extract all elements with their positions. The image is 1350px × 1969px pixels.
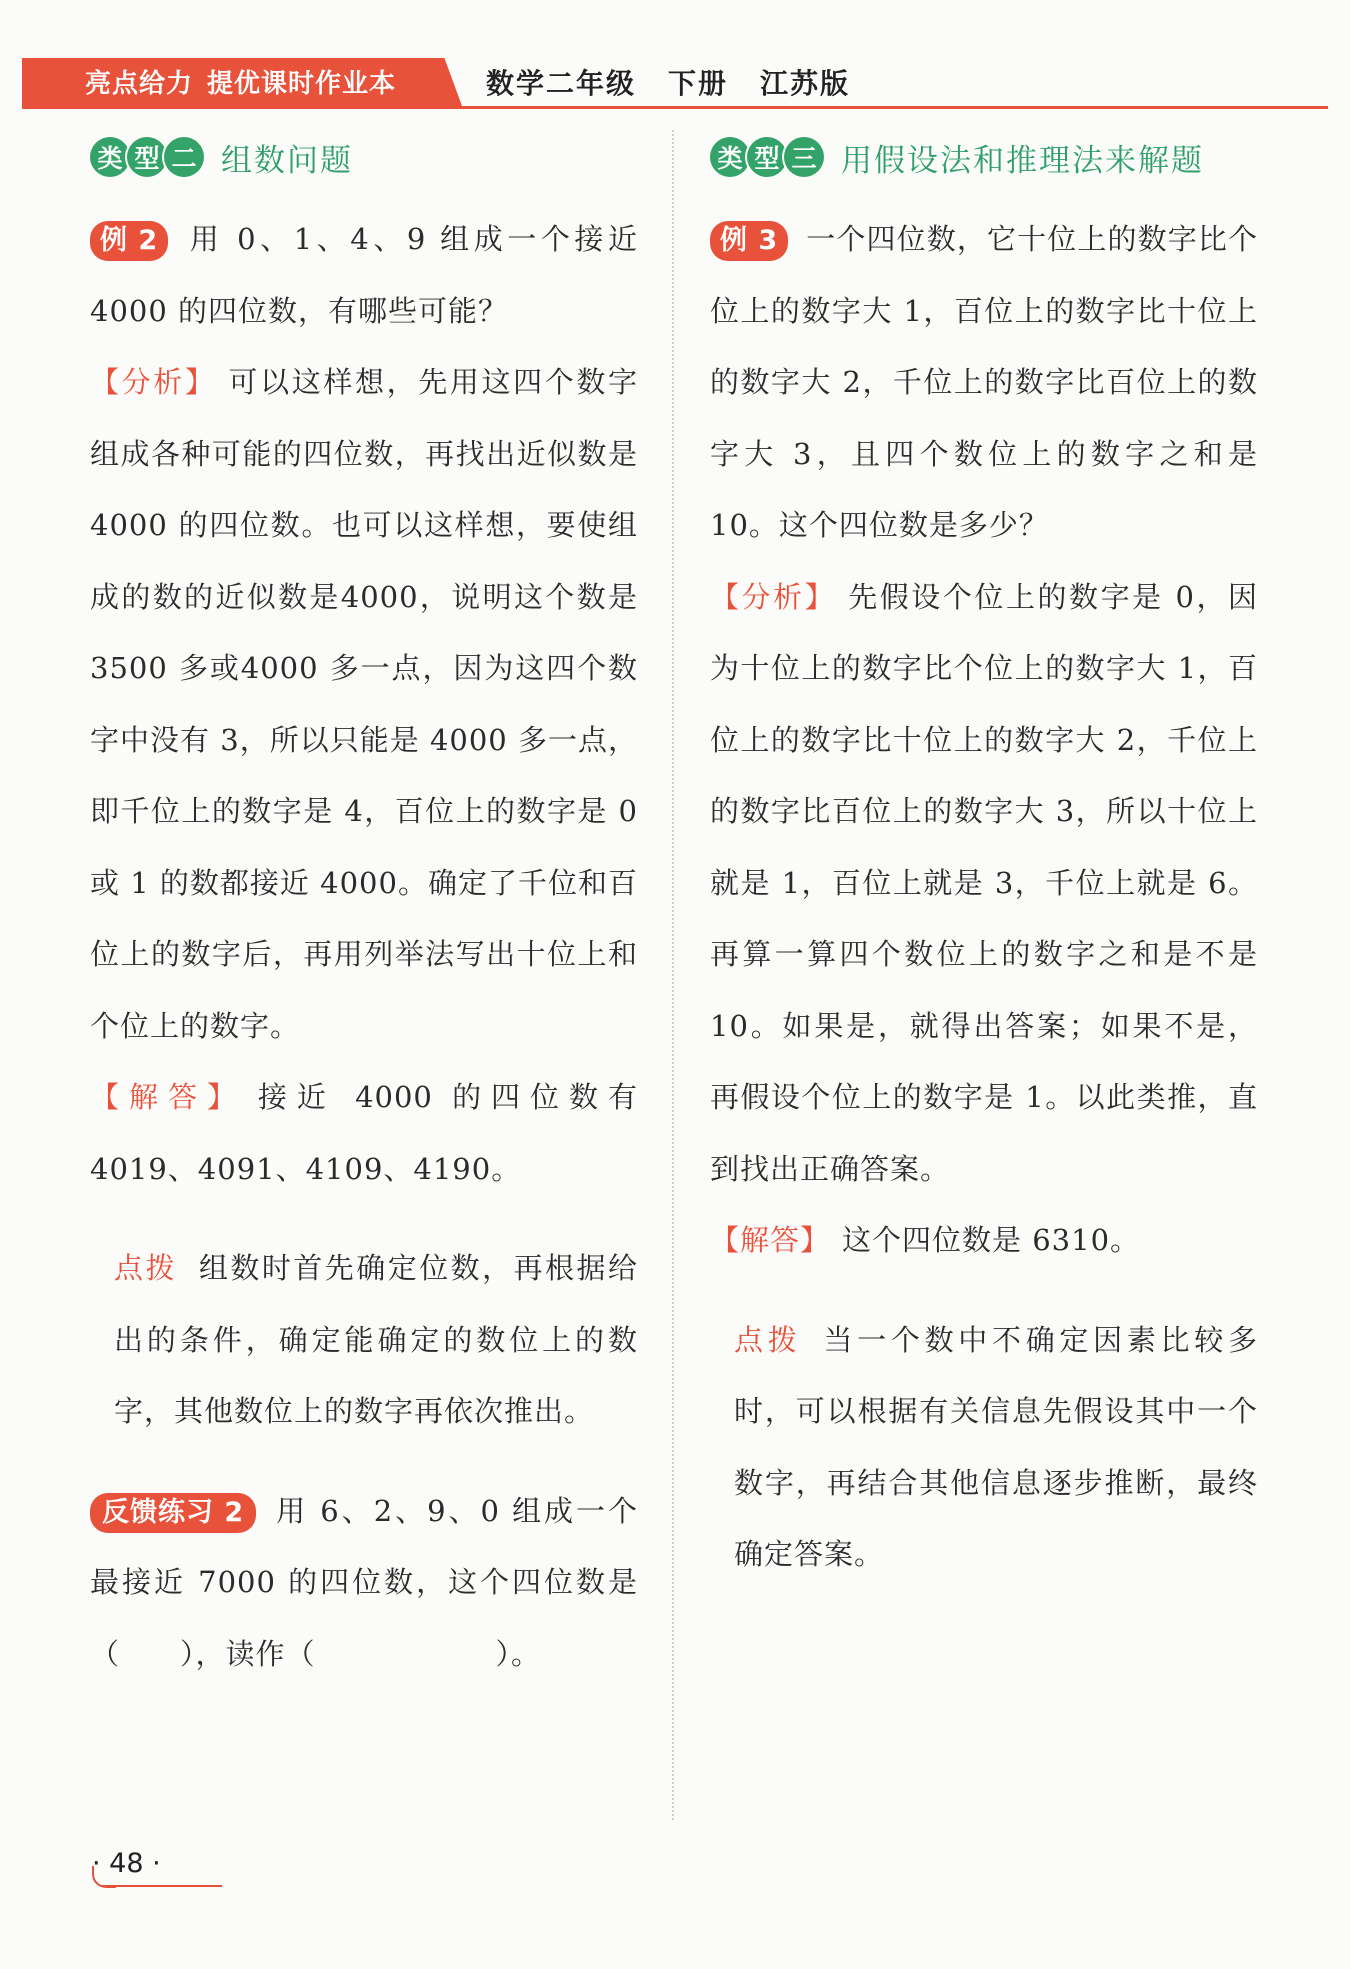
example-badge: 例 2 [90, 221, 168, 261]
analysis-label: 【分析】 [710, 579, 837, 614]
book-volume: 下册 [668, 67, 729, 100]
section-title-type-2 [90, 128, 638, 186]
right-column [710, 128, 1258, 1591]
feedback-exercise: 反馈练习 2 用 6、2、9、0 组成一个最接近 7000 的四位数，这个四位数是（ ），读作（ ）。 [90, 1493, 638, 1671]
book-edition: 江苏版 [760, 67, 851, 100]
section-name: 用假设法和推理法来解题 [841, 142, 1204, 179]
header-brand [85, 64, 396, 104]
example-answer: 【解答】 这个四位数是 6310。 [710, 1223, 1141, 1257]
tip-box: 点拨 当一个数中不确定因素比较多时，可以根据有关信息先假设其中一个数字，再结合其他信息逐步推断，最终确定答案。 [734, 1322, 1258, 1571]
brand-name: 亮点给力 [85, 69, 194, 99]
example-question: 例 3 一个四位数，它十位上的数字比个位上的数字大 1，百位上的数字比十位上的数字大 2，千位上的数字比百位上的数字大 3，且四个数位上的数字之和是 10。这个四位数是多少？ [710, 222, 1258, 542]
section-title-type-3 [710, 128, 1258, 186]
page-number: · 48 · [92, 1848, 161, 1879]
header-rule [22, 106, 1328, 109]
left-column [90, 128, 638, 1690]
tip-label: 点拨 [114, 1251, 177, 1285]
answer-label: 【解答】 [90, 1080, 246, 1114]
example-analysis: 【分析】 先假设个位上的数字是 0，因为十位上的数字比个位上的数字大 1，百位上的数字比十位上的数字大 2，千位上的数字比百位上的数字大 3，所以十位上就是 1，百位上就是 3，千位上就是 6。再算一算四个数位上的数字之和是不是 10。如果是，就得出答案；如果不是，再假设个位上的数字是 1。以此类推，直到找出正确答案。 [710, 579, 1258, 1186]
analysis-label: 【分析】 [90, 365, 217, 399]
answer-label: 【解答】 [710, 1223, 831, 1257]
section-name: 组数问题 [221, 142, 353, 179]
feedback-badge: 反馈练习 2 [90, 1493, 256, 1533]
type-badge: 类 型 三 [710, 137, 821, 177]
page-number-underline [100, 1885, 222, 1887]
example-question: 例 2 用 0、1、4、9 组成一个接近4000 的四位数，有哪些可能？ [90, 222, 638, 328]
brand-series: 提优课时作业本 [207, 69, 397, 99]
example-badge: 例 3 [710, 221, 788, 261]
book-info [486, 64, 882, 104]
book-subject: 数学二年级 [486, 67, 637, 100]
column-divider [672, 130, 674, 1820]
type-badge: 类 型 二 [90, 137, 201, 177]
example-answer: 【解答】 接近 4000 的四位数有4019、4091、4109、4190。 [90, 1080, 638, 1186]
tip-label: 点拨 [734, 1322, 802, 1357]
tip-box: 点拨 组数时首先确定位数，再根据给出的条件，确定能确定的数位上的数字，其他数位上的数字再依次推出。 [114, 1251, 638, 1428]
example-analysis: 【分析】 可以这样想，先用这四个数字组成各种可能的四位数，再找出近似数是 4000 的四位数。也可以这样想，要使组成的数的近似数是4000，说明这个数是 3500 多或4000 多一点，因为这四个数字中没有 3，所以只能是 4000 多一点，即千位上的数字是 4，百位上的数字是 0 或 1 的数都接近 4000。确定了千位和百位上的数字后，再用列举法写出十位上和个位上的数字。 [90, 365, 638, 1043]
